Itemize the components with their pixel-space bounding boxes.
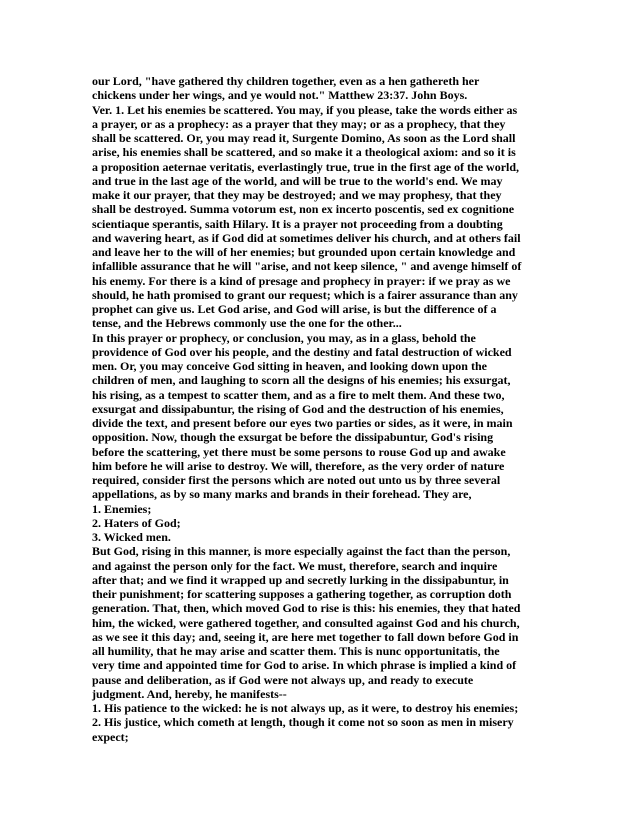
text-line: arise, his enemies shall be scattered, and so make it a theological axiom: and so it is (92, 145, 516, 160)
text-line: shall be scattered. Or, you may read it, Surgente Domino, As soon as the Lord shall (92, 131, 516, 145)
text-line: all humility, that he may arise and scatter them. This is nunc opportunitatis, the (92, 644, 500, 658)
text-line: very time and appointed time for God to arise. In which phrase is implied a kind of (92, 658, 517, 673)
text-line: and true in the last age of the world, and will be true to the world's end. We may (92, 173, 503, 188)
text-line: a proposition aeternae veritatis, everlastingly true, true in the first age of the world, (92, 159, 520, 174)
text-line: a prayer, or as a prophecy: as a prayer that they may; or as a prophecy, that they (92, 116, 506, 131)
text-line: 1. Enemies; (92, 501, 152, 516)
text-line: prophet can give us. Let God arise, and God will arise, is but the difference of a (92, 302, 497, 316)
text-line: him, the wicked, were gathered together, and consulted against God and his church, (92, 615, 520, 630)
text-line: appellations, as by so many marks and brands in their forehead. They are, (92, 487, 472, 502)
text-line: his rising, as a tempest to scatter them, and as a fire to melt them. And these two, (92, 387, 505, 402)
text-line: pause and deliberation, as if God were not always up, and ready to execute (92, 672, 474, 687)
text-line: tense, and the Hebrews commonly use the one for the other... (92, 316, 402, 331)
text-line: Ver. 1. Let his enemies be scattered. You may, if you please, take the words either as (92, 102, 518, 117)
text-line: and against the person only for the fact. We must, therefore, search and inquire (92, 558, 498, 573)
text-line: 2. His justice, which cometh at length, though it come not so soon as men in misery (92, 715, 514, 730)
text-line: after that; and we find it wrapped up and secretly lurking in the dissipabuntur, in (92, 572, 509, 587)
text-line: shall be destroyed. Summa votorum est, non ex incerto poscentis, sed ex cognitione (92, 202, 515, 217)
text-line: opposition. Now, though the exsurgat be before the dissipabuntur, God's rising (92, 430, 494, 445)
text-line: providence of God over his people, and the destiny and fatal destruction of wicked (92, 344, 512, 359)
text-line: judgment. And, hereby, he manifests-- (92, 686, 287, 701)
text-line: 3. Wicked men. (92, 530, 171, 544)
text-line: scientiaque sperantis, saith Hilary. It is a prayer not proceeding from a doubting (92, 216, 503, 231)
text-line: and wavering heart, as if God did at sometimes deliver his church, and at others fail (92, 230, 521, 245)
text-line: children of men, and laughing to scorn all the designs of his enemies; his exsurgat, (92, 373, 511, 388)
text-line: 1. His patience to the wicked: he is not always up, as it were, to destroy his enemies; (92, 701, 519, 715)
text-line: expect; (92, 729, 129, 744)
text-line: as we see it this day; and, seeing it, are here met together to fall down before God in (92, 629, 519, 644)
text-line: 2. Haters of God; (92, 515, 181, 530)
body-text (92, 74, 552, 744)
text-line: divide the text, and present before our eyes two parties or sides, as it were, in main (92, 416, 513, 430)
text-line: our Lord, "have gathered thy children together, even as a hen gathereth her (92, 74, 480, 88)
text-line: his enemy. For there is a kind of presage and prophecy in prayer: if we pray as we (92, 273, 511, 288)
text-line: him before he will arise to destroy. We will, therefore, as the very order of nature (92, 458, 505, 473)
text-line: before the scattering, yet there must be some persons to rouse God up and awake (92, 444, 506, 459)
text-line: In this prayer or prophecy, or conclusion, you may, as in a glass, behold the (92, 330, 476, 345)
text-line: exsurgat and dissipabuntur, the rising of God and the destruction of his enemies, (92, 401, 504, 416)
text-line: generation. That, then, which moved God to rise is this: his enemies, they that hated (92, 601, 521, 616)
text-line: chickens under her wings, and ye would not." Matthew 23:37. John Boys. (92, 88, 468, 103)
text-line: required, consider first the persons which are noted out unto us by three several (92, 473, 501, 487)
text-line: But God, rising in this manner, is more especially against the fact than the person, (92, 544, 511, 559)
text-line: their punishment; for scattering supposes a gathering together, as corruption doth (92, 587, 512, 601)
text-line: should, he hath promised to grant our request; which is a fairer assurance than any (92, 287, 518, 302)
text-line: and leave her to the will of her enemies; but grounded upon certain knowledge and (92, 245, 516, 259)
text-line: make it our prayer, that they may be destroyed; and we may prophesy, that they (92, 188, 502, 202)
text-line: infallible assurance that he will "arise, and not keep silence, " and avenge himself of (92, 259, 522, 274)
text-line: men. Or, you may conceive God sitting in heaven, and looking down upon the (92, 359, 487, 373)
